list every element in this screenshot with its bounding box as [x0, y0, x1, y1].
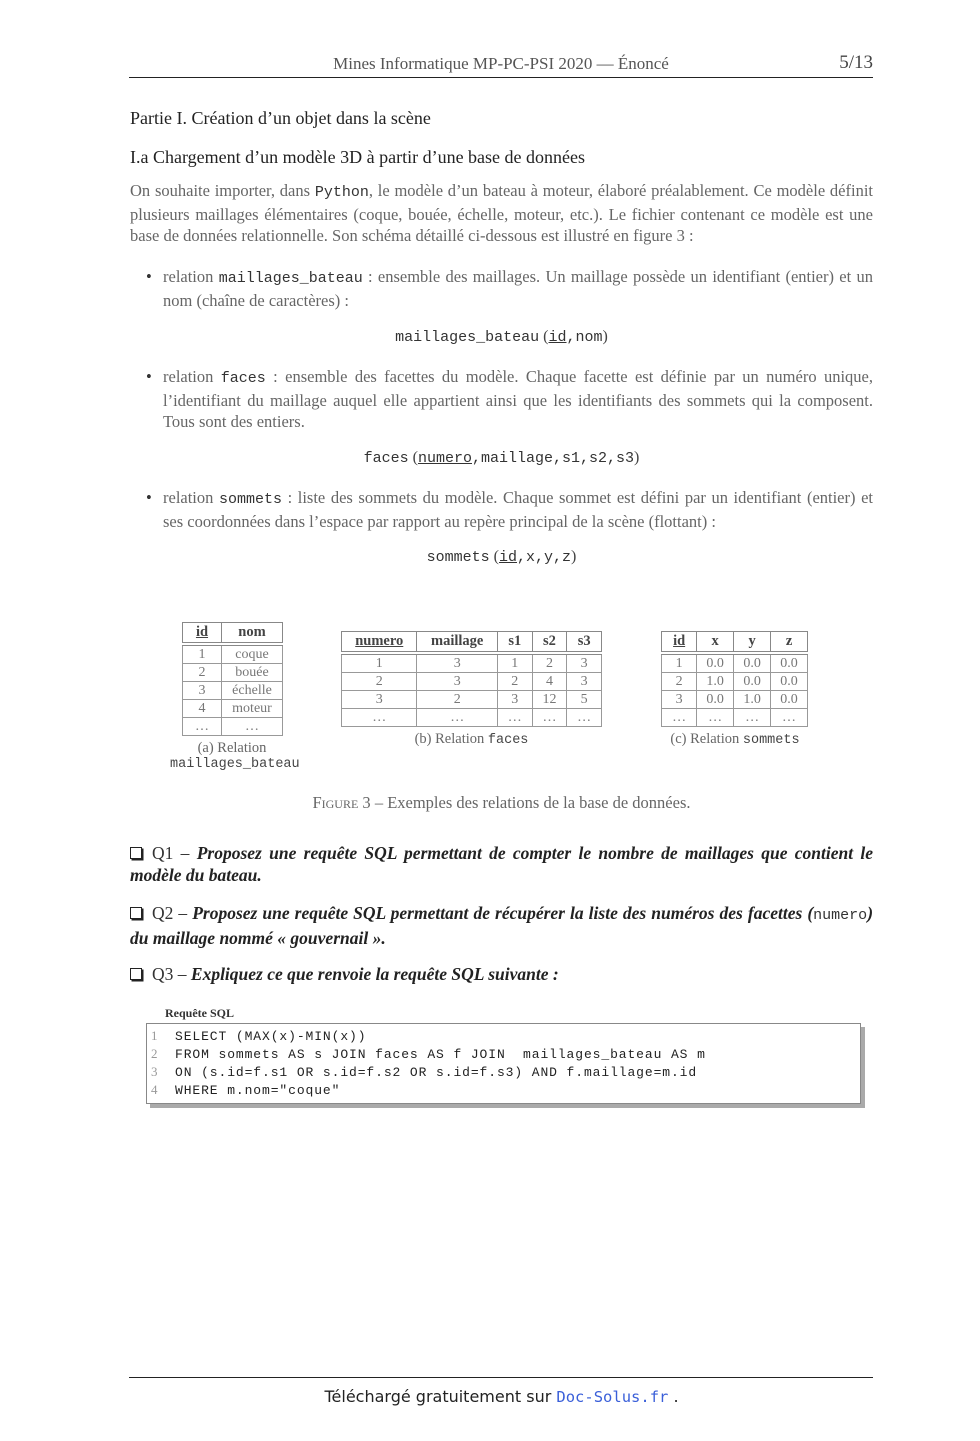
question-q1	[130, 842, 873, 886]
schema-name: faces	[363, 450, 409, 467]
inline-code: Python	[314, 184, 369, 201]
schema-key: id	[498, 549, 517, 566]
column-header	[183, 623, 222, 645]
schema-key: id	[548, 329, 567, 346]
table-cell: moteur	[222, 700, 283, 718]
table-row	[342, 691, 602, 709]
part-title: Partie I. Création d’un objet dans la scène	[130, 108, 431, 128]
table-cell: 1.0	[697, 673, 734, 691]
bullet-icon: •	[146, 267, 152, 286]
table-cell: …	[183, 718, 222, 736]
footer-text: Téléchargé gratuitement sur	[324, 1387, 557, 1406]
bullet-text: relation	[163, 367, 221, 386]
caption-text: (b) Relation	[414, 731, 488, 747]
table-cell: 1	[342, 653, 417, 673]
bullet-sommets	[146, 487, 873, 532]
table-maillages-bateau	[182, 622, 283, 736]
table-cell: 2	[417, 691, 497, 709]
schema-key: numero	[417, 450, 472, 467]
bullet-maillages-bateau	[146, 266, 873, 311]
figure-3a	[170, 622, 300, 772]
question-text: Proposez une requête SQL permettant de récupérer la liste des numéros des facettes (	[192, 903, 814, 923]
code-listing	[146, 1023, 861, 1104]
table-cell: 0.0	[734, 673, 771, 691]
schema-attrs: ,maillage,s1,s2,s3	[472, 450, 635, 467]
footer-rule	[129, 1377, 873, 1378]
line-number: 3	[151, 1064, 158, 1079]
table-cell: …	[342, 709, 417, 727]
table-cell: 1	[183, 644, 222, 664]
intro-text: On souhaite importer, dans	[130, 181, 315, 200]
footer	[130, 1387, 873, 1406]
table-cell: 3	[567, 653, 602, 673]
code-text: ON (s.id=f.s1 OR s.id=f.s2 OR s.id=f.s3) AND f.maillage=m.id	[175, 1065, 698, 1080]
column-header: s1	[497, 632, 532, 654]
table-row	[342, 709, 602, 727]
column-header: maillage	[417, 632, 497, 654]
bullet-text: relation	[163, 267, 219, 286]
table-cell: …	[662, 709, 697, 727]
table-cell: 2	[342, 673, 417, 691]
table-cell: 3	[662, 691, 697, 709]
page-number: 5/13	[839, 52, 873, 73]
table-row	[662, 709, 808, 727]
inline-code: sommets	[218, 491, 282, 508]
checkbox-icon	[130, 847, 142, 859]
table-cell: 2	[532, 653, 567, 673]
question-text: Proposez une requête SQL permettant de compter le nombre de maillages que contient le modèle du bateau.	[130, 843, 873, 885]
figure-caption-text: – Exemples des relations de la base de données.	[370, 793, 691, 812]
column-header	[342, 632, 417, 654]
table-cell: …	[697, 709, 734, 727]
table-caption	[170, 740, 300, 772]
code-line	[147, 1045, 706, 1063]
running-header-title: Mines Informatique MP-PC-PSI 2020 — Énoncé	[333, 54, 669, 73]
question-text: Expliquez ce que renvoie la requête SQL suivante :	[190, 964, 559, 984]
table-cell: 3	[417, 673, 497, 691]
table-row	[183, 718, 283, 736]
primary-key-header: id	[673, 633, 686, 649]
bullet-text: : liste des sommets du modèle. Chaque sommet est défini par un identifiant (entier) et ses coordonnées dans l’espace par rapport au repère principal de la scène (flottant) :	[163, 488, 873, 531]
figure-caption	[130, 793, 873, 813]
table-cell: …	[417, 709, 497, 727]
checkbox-icon	[130, 968, 142, 980]
code-text: WHERE m.nom="coque"	[175, 1083, 341, 1098]
line-number: 4	[151, 1082, 158, 1097]
table-cell: 4	[532, 673, 567, 691]
question-dash: –	[173, 964, 191, 984]
table-header-row	[183, 623, 283, 645]
schema-maillages-bateau: maillages_bateau (id,nom)	[395, 328, 608, 346]
question-dash: –	[173, 903, 193, 923]
table-cell: 3	[183, 682, 222, 700]
schema-name: maillages_bateau	[395, 329, 540, 346]
caption-text: (a) Relation	[197, 740, 267, 756]
table-cell: coque	[222, 644, 283, 664]
column-header: x	[697, 632, 734, 654]
table-row	[662, 653, 808, 673]
table-faces	[341, 631, 602, 727]
code-listing-label: Requête SQL	[165, 1006, 234, 1020]
question-q2	[130, 902, 873, 949]
schema-attrs: ,nom	[566, 329, 603, 346]
doc-solus-link[interactable]: Doc-Solus.fr	[556, 1388, 669, 1406]
figure-3b	[341, 631, 602, 748]
table-cell: 3	[497, 691, 532, 709]
intro-text: , le modèle d’un bateau à moteur, élaboré préalablement. Ce modèle définit plusieurs maillages élémentaires (coque, bouée, échelle, moteur, etc.). Le fichier contenant ce modèle est une base de données relationnelle. Son schéma détaillé ci-dessous est illustré en figure 3 :	[130, 181, 873, 245]
table-cell: 0.0	[771, 653, 808, 673]
question-dash: –	[173, 843, 197, 863]
table-cell: 3	[567, 673, 602, 691]
inline-code: faces	[220, 370, 266, 387]
schema-attrs: ,x,y,z	[517, 549, 572, 566]
table-cell: …	[532, 709, 567, 727]
table-header-row	[662, 632, 808, 654]
table-cell: 12	[532, 691, 567, 709]
question-text: ) du maillage nommé « gouvernail ».	[130, 903, 874, 948]
schema-name: sommets	[426, 549, 490, 566]
primary-key-header: id	[195, 624, 209, 640]
bullet-text: relation	[163, 488, 219, 507]
checkbox-icon	[130, 907, 142, 919]
inline-code: maillages_bateau	[218, 270, 363, 287]
question-number: Q1	[152, 843, 174, 863]
column-header: s2	[532, 632, 567, 654]
code-line	[147, 1027, 366, 1045]
code-line	[147, 1063, 697, 1081]
table-cell: échelle	[222, 682, 283, 700]
figure-label: Figure 3	[312, 793, 371, 812]
line-number: 2	[151, 1046, 158, 1061]
column-header	[662, 632, 697, 654]
section-title: I.a Chargement d’un modèle 3D à partir d’une base de données	[130, 147, 586, 167]
table-cell: 0.0	[771, 691, 808, 709]
primary-key-header: numero	[355, 633, 404, 649]
table-header-row	[342, 632, 602, 654]
table-cell: …	[567, 709, 602, 727]
column-header: nom	[222, 623, 283, 645]
column-header: s3	[567, 632, 602, 654]
table-row	[183, 682, 283, 700]
column-header: z	[771, 632, 808, 654]
table-cell: 0.0	[697, 691, 734, 709]
inline-code: numero	[813, 907, 868, 924]
table-row	[342, 673, 602, 691]
table-cell: 2	[662, 673, 697, 691]
table-cell: …	[771, 709, 808, 727]
bullet-text: : ensemble des maillages. Un maillage possède un identifiant (entier) et un nom (chaîne de caractères) :	[163, 267, 873, 310]
schema-sommets: sommets (id,x,y,z)	[426, 548, 577, 566]
table-cell: 4	[183, 700, 222, 718]
caption-code: maillages_bateau	[170, 757, 300, 772]
question-q3	[130, 963, 873, 985]
table-cell: 3	[417, 653, 497, 673]
caption-text: (c) Relation	[670, 731, 743, 747]
line-number: 1	[151, 1028, 158, 1043]
schema-faces: faces (numero,maillage,s1,s2,s3)	[363, 449, 640, 467]
question-number: Q3	[152, 964, 174, 984]
bullet-faces	[146, 366, 873, 433]
column-header: y	[734, 632, 771, 654]
table-caption	[645, 731, 825, 748]
code-text: SELECT (MAX(x)-MIN(x))	[175, 1029, 367, 1044]
table-cell: 1	[662, 653, 697, 673]
caption-code: sommets	[742, 733, 800, 748]
table-cell: 3	[342, 691, 417, 709]
table-row	[183, 700, 283, 718]
figure-3c	[661, 631, 808, 748]
table-cell: 0.0	[697, 653, 734, 673]
intro-paragraph	[130, 180, 873, 247]
table-cell: 0.0	[734, 653, 771, 673]
header-rule	[129, 77, 873, 78]
table-cell: bouée	[222, 664, 283, 682]
table-caption	[341, 731, 602, 748]
table-row	[662, 691, 808, 709]
table-cell: 0.0	[771, 673, 808, 691]
question-number: Q2	[152, 903, 174, 923]
table-row	[183, 664, 283, 682]
code-text: FROM sommets AS s JOIN faces AS f JOIN maillages_bateau AS m	[175, 1047, 706, 1062]
bullet-text: : ensemble des facettes du modèle. Chaque facette est définie par un numéro unique, l’identifiant du maillage auquel elle appartient ainsi que les identifiants des sommets qui la composent. Tous sont des entiers.	[163, 367, 873, 431]
table-cell: …	[497, 709, 532, 727]
bullet-icon: •	[146, 488, 152, 507]
table-cell: 5	[567, 691, 602, 709]
bullet-icon: •	[146, 367, 152, 386]
table-cell: 1	[497, 653, 532, 673]
table-sommets	[661, 631, 808, 727]
table-cell: 2	[183, 664, 222, 682]
footer-text: .	[668, 1387, 679, 1406]
caption-code: faces	[487, 733, 529, 748]
table-cell: 2	[497, 673, 532, 691]
table-row	[183, 644, 283, 664]
table-cell: …	[734, 709, 771, 727]
table-cell: 1.0	[734, 691, 771, 709]
code-line	[147, 1081, 340, 1099]
table-row	[342, 653, 602, 673]
table-row	[662, 673, 808, 691]
table-cell: …	[222, 718, 283, 736]
